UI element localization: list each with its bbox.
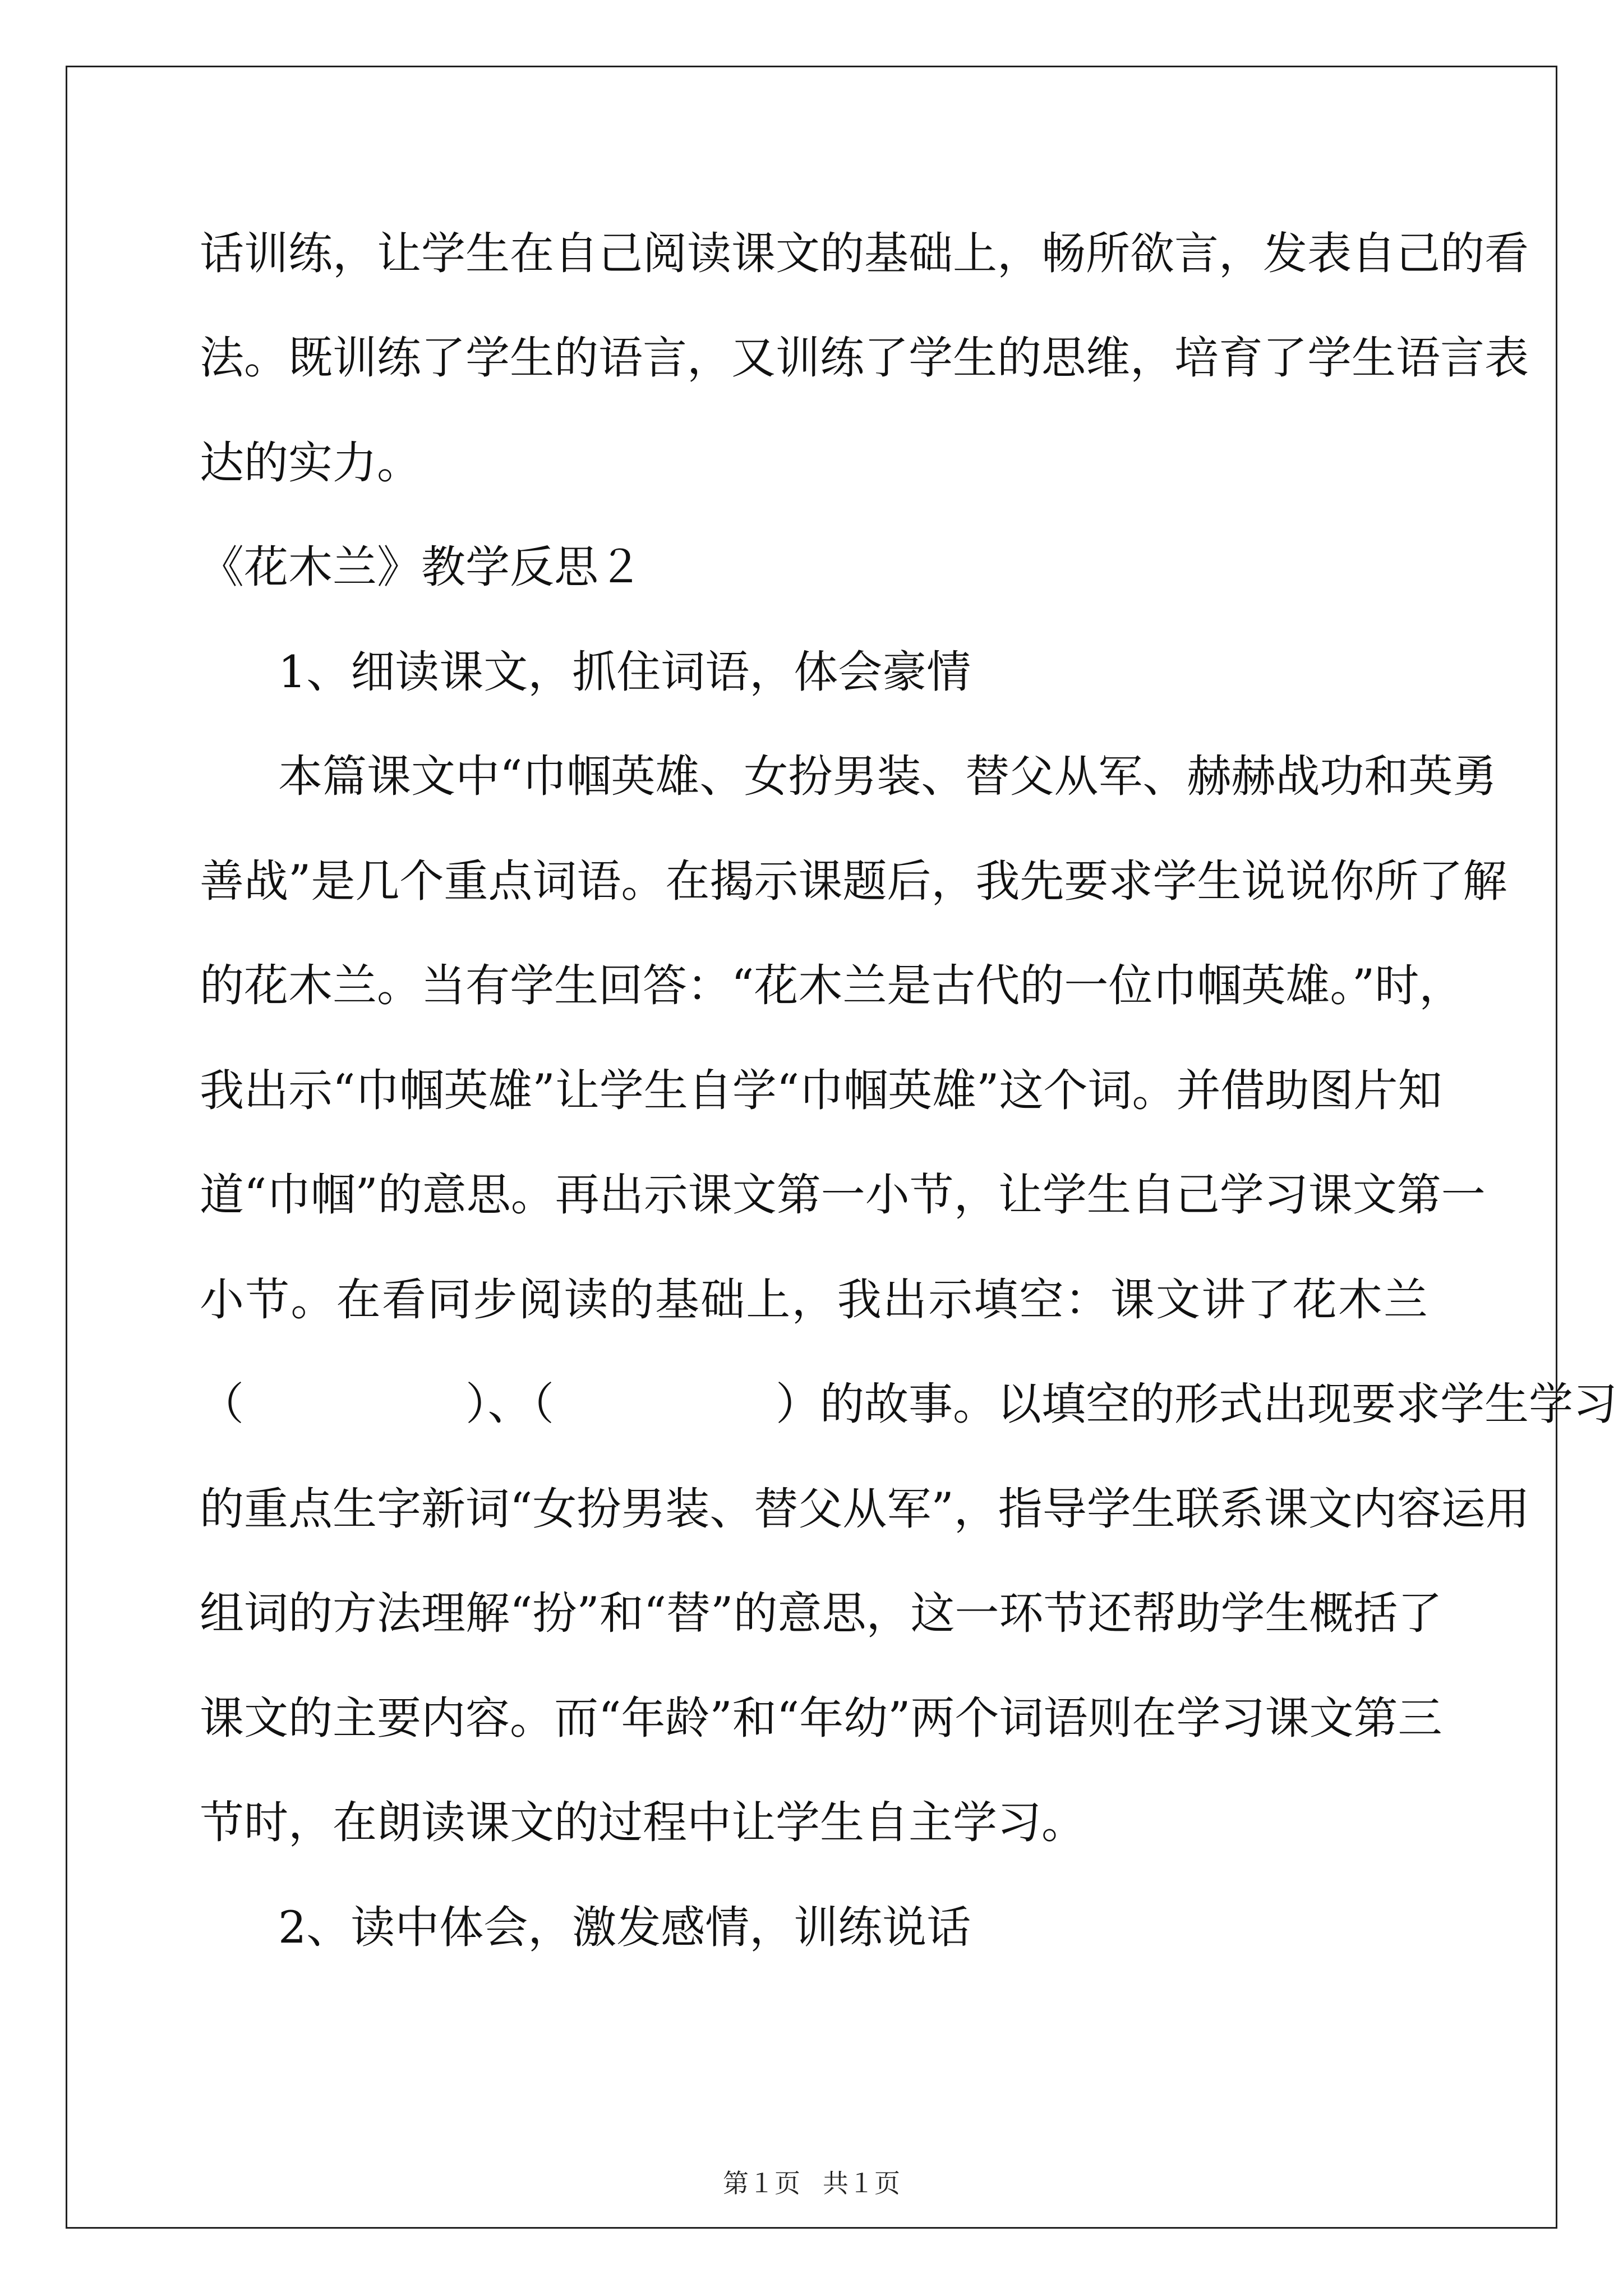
body-line: 课文的主要内容。而“年龄”和“年幼”两个词语则在学习课文第三	[200, 1692, 1442, 1744]
body-line: 道“巾帼”的意思。再出示课文第一小节，让学生自己学习课文第一	[200, 1169, 1486, 1221]
body-line: 小节。在看同步阅读的基础上，我出示填空：课文讲了花木兰	[200, 1274, 1428, 1326]
body-line: 善战”是几个重点词语。在揭示课题后，我先要求学生说说你所了解	[200, 855, 1507, 907]
body-line: 话训练，让学生在自己阅读课文的基础上，畅所欲言，发表自己的看	[200, 228, 1529, 279]
body-line: 组词的方法理解“扮”和“替”的意思，这一环节还帮助学生概括了	[200, 1588, 1442, 1639]
body-line: 法。既训练了学生的语言，又训练了学生的思维，培育了学生语言表	[200, 332, 1529, 384]
page-footer	[0, 2166, 1623, 2200]
body-line: 达的实力。	[200, 437, 421, 489]
section-title: 《花木兰》教学反思２	[200, 541, 643, 593]
body-line: 节时，在朗读课文的过程中让学生自主学习。	[200, 1797, 1086, 1848]
heading-2: 2、读中体会，激发感情，训练说话	[278, 1902, 971, 1953]
body-line: 本篇课文中“巾帼英雄、女扮男装、替父从军、赫赫战功和英勇	[278, 751, 1497, 802]
body-line: 的花木兰。当有学生回答：“花木兰是古代的一位巾帼英雄。”时，	[200, 960, 1464, 1011]
body-line: 的重点生字新词“女扮男装、替父从军”，指导学生联系课文内容运用	[200, 1483, 1530, 1535]
body-line: 我出示“巾帼英雄”让学生自学“巾帼英雄”这个词。并借助图片知	[200, 1065, 1442, 1116]
body-line: （ ）、（ ）的故事。以填空的形式出现要求学生学习	[200, 1378, 1617, 1430]
page-number: 第１页	[723, 2168, 800, 2198]
heading-1: 1、细读课文，抓住词语，体会豪情	[278, 646, 971, 698]
page-total: 共１页	[823, 2168, 900, 2198]
